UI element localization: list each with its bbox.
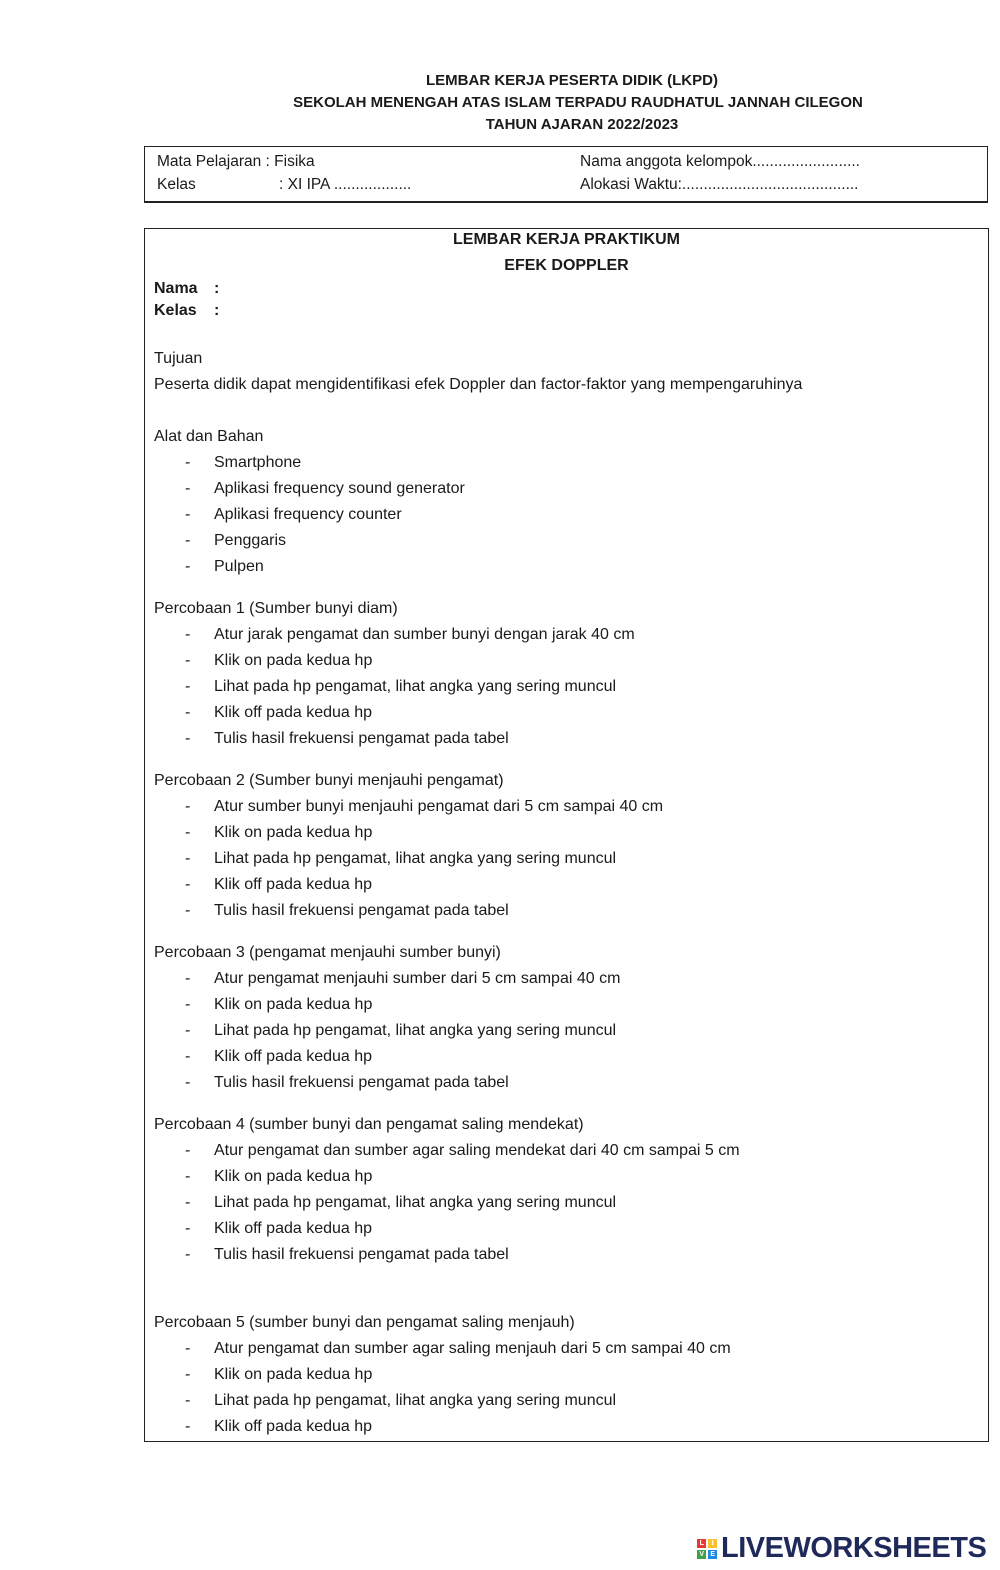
alat-item: Aplikasi frequency sound generator: [214, 480, 465, 497]
bullet-dash: -: [185, 730, 191, 747]
bullet-dash: -: [185, 1048, 191, 1065]
header-line-3: TAHUN AJARAN 2022/2023: [485, 116, 679, 133]
bullet-dash: -: [185, 1418, 191, 1435]
percobaan-step: Klik on pada kedua hp: [214, 652, 373, 669]
alat-item: Pulpen: [214, 558, 264, 575]
kelas-label-2: Kelas: [154, 302, 197, 319]
percobaan-heading: Percobaan 2 (Sumber bunyi menjauhi pengamat): [154, 772, 504, 789]
percobaan-step: Tulis hasil frekuensi pengamat pada tabel: [214, 730, 509, 747]
percobaan-step: Atur pengamat menjauhi sumber dari 5 cm sampai 40 cm: [214, 970, 621, 987]
percobaan-step: Atur pengamat dan sumber agar saling mendekat dari 40 cm sampai 5 cm: [214, 1142, 740, 1159]
worksheet-subtitle: EFEK DOPPLER: [504, 257, 629, 274]
kelas-value[interactable]: : XI IPA ..................: [279, 176, 412, 193]
percobaan-step: Lihat pada hp pengamat, lihat angka yang sering muncul: [214, 1022, 617, 1039]
alokasi-waktu[interactable]: Alokasi Waktu:.........................................: [580, 176, 859, 193]
bullet-dash: -: [185, 1074, 191, 1091]
bullet-dash: -: [185, 704, 191, 721]
percobaan-step: Klik off pada kedua hp: [214, 704, 373, 721]
percobaan-step: Atur sumber bunyi menjauhi pengamat dari 5 cm sampai 40 cm: [214, 798, 664, 815]
bullet-dash: -: [185, 1220, 191, 1237]
percobaan-step: Klik off pada kedua hp: [214, 1220, 373, 1237]
alat-item: Smartphone: [214, 454, 302, 471]
percobaan-step: Lihat pada hp pengamat, lihat angka yang sering muncul: [214, 1392, 617, 1409]
bullet-dash: -: [185, 1340, 191, 1357]
liveworksheets-logo-icon: L I V E: [697, 1539, 717, 1559]
tujuan-text: Peserta didik dapat mengidentifikasi efek Doppler dan factor-faktor yang mempengaruhinya: [154, 376, 803, 393]
percobaan-heading: Percobaan 4 (sumber bunyi dan pengamat saling mendekat): [154, 1116, 584, 1133]
percobaan-step: Lihat pada hp pengamat, lihat angka yang sering muncul: [214, 678, 617, 695]
percobaan-step: Tulis hasil frekuensi pengamat pada tabel: [214, 1074, 509, 1091]
bullet-dash: -: [185, 970, 191, 987]
worksheet-title: LEMBAR KERJA PRAKTIKUM: [453, 231, 680, 248]
info-box: [144, 146, 988, 203]
percobaan-heading: Percobaan 1 (Sumber bunyi diam): [154, 600, 398, 617]
percobaan-step: Atur pengamat dan sumber agar saling menjauh dari 5 cm sampai 40 cm: [214, 1340, 731, 1357]
bullet-dash: -: [185, 902, 191, 919]
percobaan-step: Klik on pada kedua hp: [214, 1366, 373, 1383]
nama-colon[interactable]: :: [214, 280, 220, 297]
bullet-dash: -: [185, 850, 191, 867]
bullet-dash: -: [185, 480, 191, 497]
header-line-1: LEMBAR KERJA PESERTA DIDIK (LKPD): [426, 72, 718, 89]
bullet-dash: -: [185, 996, 191, 1013]
liveworksheets-logo-text: LIVEWORKSHEETS: [721, 1532, 987, 1564]
bullet-dash: -: [185, 1168, 191, 1185]
kelas-colon[interactable]: :: [214, 302, 220, 319]
percobaan-heading: Percobaan 5 (sumber bunyi dan pengamat saling menjauh): [154, 1314, 575, 1331]
liveworksheets-logo: [697, 1532, 986, 1565]
nama-anggota-kelompok[interactable]: Nama anggota kelompok.........................: [580, 153, 860, 170]
mata-pelajaran: Mata Pelajaran : Fisika: [157, 153, 315, 170]
header-line-2: SEKOLAH MENENGAH ATAS ISLAM TERPADU RAUDHATUL JANNAH CILEGON: [293, 94, 863, 111]
bullet-dash: -: [185, 1366, 191, 1383]
percobaan-step: Klik on pada kedua hp: [214, 1168, 373, 1185]
kelas-label: Kelas: [157, 176, 196, 193]
bullet-dash: -: [185, 626, 191, 643]
bullet-dash: -: [185, 652, 191, 669]
percobaan-step: Klik off pada kedua hp: [214, 1418, 373, 1435]
percobaan-step: Klik off pada kedua hp: [214, 876, 373, 893]
bullet-dash: -: [185, 1246, 191, 1263]
percobaan-step: Atur jarak pengamat dan sumber bunyi dengan jarak 40 cm: [214, 626, 635, 643]
percobaan-step: Lihat pada hp pengamat, lihat angka yang sering muncul: [214, 1194, 617, 1211]
bullet-dash: -: [185, 532, 191, 549]
percobaan-step: Klik off pada kedua hp: [214, 1048, 373, 1065]
nama-label: Nama: [154, 280, 198, 297]
bullet-dash: -: [185, 1194, 191, 1211]
bullet-dash: -: [185, 558, 191, 575]
bullet-dash: -: [185, 454, 191, 471]
bullet-dash: -: [185, 1022, 191, 1039]
bullet-dash: -: [185, 506, 191, 523]
tujuan-heading: Tujuan: [154, 350, 203, 367]
percobaan-step: Klik on pada kedua hp: [214, 996, 373, 1013]
bullet-dash: -: [185, 1142, 191, 1159]
bullet-dash: -: [185, 678, 191, 695]
percobaan-heading: Percobaan 3 (pengamat menjauhi sumber bunyi): [154, 944, 501, 961]
percobaan-step: Lihat pada hp pengamat, lihat angka yang sering muncul: [214, 850, 617, 867]
alat-item: Aplikasi frequency counter: [214, 506, 402, 523]
bullet-dash: -: [185, 824, 191, 841]
worksheet-box: [144, 228, 989, 1442]
percobaan-step: Klik on pada kedua hp: [214, 824, 373, 841]
alat-item: Penggaris: [214, 532, 287, 549]
alat-heading: Alat dan Bahan: [154, 428, 264, 445]
bullet-dash: -: [185, 1392, 191, 1409]
percobaan-step: Tulis hasil frekuensi pengamat pada tabel: [214, 902, 509, 919]
percobaan-step: Tulis hasil frekuensi pengamat pada tabel: [214, 1246, 509, 1263]
bullet-dash: -: [185, 798, 191, 815]
bullet-dash: -: [185, 876, 191, 893]
